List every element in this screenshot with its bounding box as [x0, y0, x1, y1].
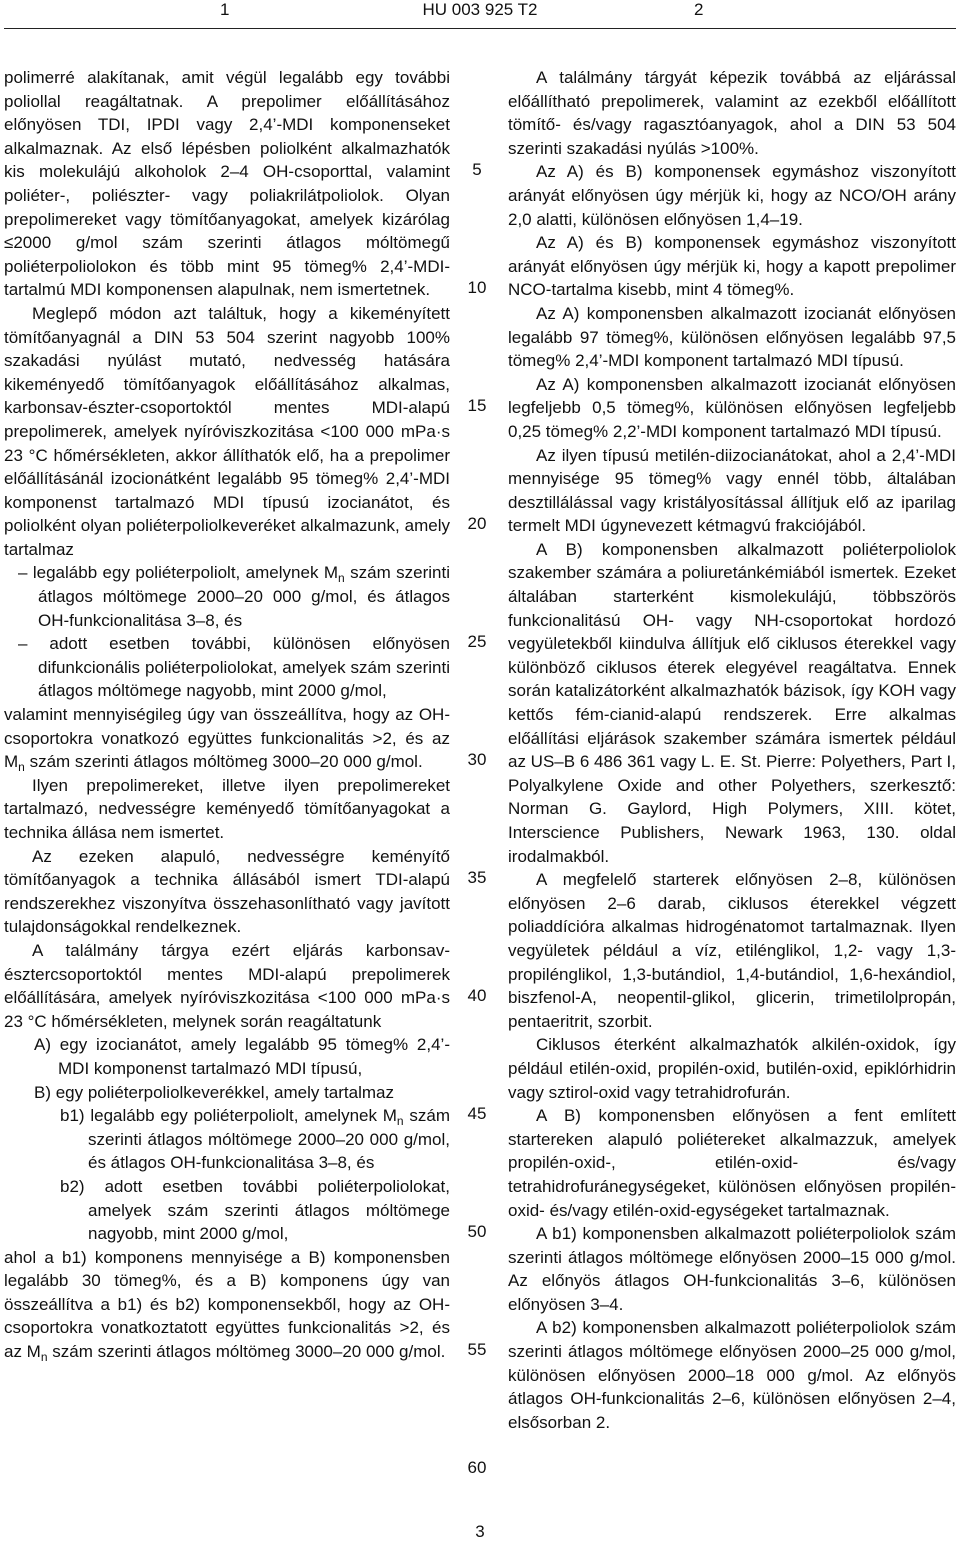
- line-number: 35: [467, 868, 487, 887]
- header-title: HU 003 925 T2: [422, 0, 538, 19]
- paragraph: Az A) komponensben alkalmazott izocianát előnyösen legfeljebb 0,5 tömeg%, különösen előnyösen legfeljebb 0,25 tömeg% 2,2’-MDI komponent tartalmazó MDI típusú.: [508, 374, 956, 441]
- paragraph: Az A) és B) komponensek egymáshoz viszonyított arányát előnyösen úgy mérjük ki, hogy az NCO/OH arány 2,0 alatti, különösen előnyösen 1,4–19.: [508, 162, 956, 229]
- paragraph: Az A) komponensben alkalmazott izocianát előnyösen legalább 97 tömeg%, különösen előnyösen legalább 97,5 tömeg% 2,4’-MDI komponent tartalmazó MDI típusú.: [508, 303, 956, 371]
- paragraph: Meglepő módon azt találtuk, hogy a kikeményített tömítőanyagnál a DIN 53 504 szerint nagyobb 100% szakadási nyúlást mutató, nedvesség hatására kikeményedő tömítőanyagok előállításához alkalmas, karbonsav-észter-csoportoktól mentes MDI-alapú prepolimerek, amelyek nyíróviszkozitása <100 000 mPa·s 23 °C hőmérsékleten, akkor állíthatók elő, ha a prepolimer előállításánál izocionátként legalább 95 tömeg% 2,4’-MDI komponenst tartalmazó MDI típusú izocianátot, és poliolként olyan poliéterpoliolkeveréket alkalmazunk, amely tartalmaz: [4, 303, 450, 559]
- paragraph: Ciklusos éterként alkalmazhatók alkilén-oxidok, így például etilén-oxid, propilén-oxid, butilén-oxid, epiklórhidrin vagy sztirol-oxid vagy tetrahidrofurán.: [508, 1035, 956, 1102]
- header-page-left: 1: [220, 0, 230, 19]
- line-number: 25: [467, 632, 487, 651]
- list-item: – adott esetben további, különösen előnyösen difunkcionális poliéterpoliolokat, amelyek szám szerinti átlagos móltömege nagyobb, mint 2000 g/mol,: [18, 634, 450, 701]
- list-item-text: szám szerinti átlagos móltömege 2000–20 000 g/mol, és átlagos OH-funkcionalitása 3–8, és: [88, 1106, 450, 1173]
- list-item-text: b1) legalább egy poliéterpoliolt, amelynek M: [60, 1106, 397, 1126]
- paragraph: A B) komponensben alkalmazott poliéterpoliolok szakember számára a poliuretánkémiából ismertek. Ezeket általában starterként kismolekulájú, többszörös funkcionalitású OH- vagy NH-csoportokat hordozó vegyületekből kiindulva állítjuk elő ciklusos éterekkel vagy különböző ciklusos éterek elegyével reagáltatva. Ennek során katalizátorként alkalmazhatók bázisok, így KOH vagy kettős fém-cianid-alapú rendszerek. Erre alkalmas előállítási eljárások szakember számára ismertek például az US–B 6 486 361 vagy L. E. St. Pierre: Polyethers, Part I, Polyalkylene Oxide and other Polyethers, szerkesztő: Norman G. Gaylord, High Polymers, XIII. kötet, Interscience Publishers, Newark 1963, 130. oldal irodalmakból.: [508, 539, 956, 866]
- paragraph: [4, 703, 450, 774]
- paragraph-text: valamint mennyiségileg úgy van összeállítva, hogy az OH-csoportokra vonatkozó együttes funkcionalitás >2, és az M: [4, 705, 450, 772]
- list-item: B) egy poliéterpoliolkeverékkel, amely tartalmaz: [34, 1082, 394, 1102]
- line-number: 50: [467, 1222, 487, 1241]
- paragraph: Az ezeken alapuló, nedvességre keményítő tömítőanyagok a technika állásából ismert TDI-alapú rendszerekhez viszonyítva összehasonlítható vagy javított tulajdonságokkal rendelkeznek.: [4, 846, 450, 937]
- right-column: [508, 66, 956, 1434]
- paragraph: [4, 1246, 450, 1364]
- subscript: n: [396, 1114, 404, 1129]
- list-item: [4, 1104, 450, 1175]
- paragraph: A b1) komponensben alkalmazott poliéterpoliolok szám szerinti átlagos móltömege előnyösen 2000–15 000 g/mol. Az előnyös átlagos OH-funkcionalitás 3–6, különösen előnyösen 3–4.: [508, 1224, 956, 1314]
- line-number: 55: [467, 1340, 487, 1359]
- page-number: 3: [475, 1522, 485, 1541]
- left-column: [4, 66, 450, 1364]
- subscript: n: [338, 571, 345, 586]
- list-item-text: – legalább egy poliéterpoliolt, amelynek M: [18, 563, 339, 583]
- paragraph: polimerré alakítanak, amit végül legalább egy további poliollal reagáltatnak. A prepolimer előállításához előnyösen TDI, IPDI vagy 2,4’-MDI komponenseket alkalmaznak. Az első lépésben poliolként alkalmazhatók kis molekulájú alkoholok 2–4 OH-csoporttal, valamint poliéter-, poliészter- vagy poliakrilátpoliolok. Olyan prepolimereket vagy tömítőanyagokat, amelyek kizárólag ≤2000 g/mol szám szerinti átlagos móltömegű poliéterpoliolokon és több mint 95 tömeg% 2,4’-MDI-tartalmú MDI komponensen alapulnak, nem ismertetnek.: [4, 68, 450, 300]
- list-item: [4, 561, 450, 632]
- paragraph: A megfelelő starterek előnyösen 2–8, különösen előnyösen 2–6 darab, ciklusos éterekkel végzett poliaddícióra alkalmas hidrogénatomot tartalmaznak. Ilyen vegyületek például a víz, etilénglikol, 1,2- vagy 1,3-propilénglikol, 1,3-butándiol, 1,4-butándiol, 1,6-hexándiol, biszfenol-A, neopentil-glikol, glicerin, trimetilolpropán, pentaeritrit, szorbit.: [508, 870, 956, 1031]
- paragraph: Az A) és B) komponensek egymáshoz viszonyított arányát előnyösen úgy mérjük ki, hogy a kapott prepolimer NCO-tartalma kisebb, mint 4 tömeg%.: [508, 233, 956, 300]
- paragraph-text: szám szerinti átlagos móltömeg 3000–20 000 g/mol.: [47, 1342, 446, 1362]
- paragraph: A B) komponensben előnyösen a fent említett startereken alapuló poliétereket alkalmazzuk, amelyek propilén-oxid-, etilén-oxid- és/vagy tetrahidrofuránegységeket, különösen előnyösen propilén-oxid- és/vagy etilén-oxid-egységeket tartalmaznak.: [508, 1106, 956, 1220]
- line-number: 40: [467, 986, 487, 1005]
- line-number: 5: [472, 160, 482, 179]
- line-number: 10: [467, 278, 487, 297]
- list-item: b2) adott esetben további poliéterpoliolokat, amelyek szám szerinti átlagos móltömege nagyobb, mint 2000 g/mol,: [60, 1176, 450, 1244]
- paragraph: A találmány tárgyát képezik továbbá az eljárással előállítható prepolimerek, valamint az ezekből előállított tömítő- és/vagy ragasztóanyagok, ahol a DIN 53 504 szerinti szakadási nyúlás >100%.: [508, 68, 956, 158]
- list-item-text: szám szerinti átlagos móltömege 2000–20 000 g/mol, és átlagos OH-funkcionalitása 3–8, és: [38, 563, 450, 630]
- subscript: n: [40, 1350, 48, 1365]
- line-number: 30: [467, 750, 487, 769]
- paragraph: Az ilyen típusú metilén-diizocianátokat, ahol a 2,4’-MDI mennyisége 95 tömeg% vagy ennél több, általában desztillálással vagy kristályosítással állítjuk elő az iparilag termelt MDI úgynevezett kétmagvú frakciójából.: [508, 445, 956, 536]
- paragraph-text: ahol a b1) komponens mennyisége a B) komponensben legalább 30 tömeg%, és a B) komponens úgy van összeállítva a b1) és b2) komponensekből, hogy az OH-csoportokra vonatkoztatott együttes funkcionalitás >2, és az M: [4, 1247, 450, 1362]
- list-item: A) egy izocianátot, amely legalább 95 tömeg% 2,4’-MDI komponenst tartalmazó MDI típusú,: [34, 1035, 450, 1078]
- header-rule: [4, 28, 956, 29]
- line-number: 15: [467, 396, 487, 415]
- line-number: 60: [467, 1458, 487, 1477]
- header-page-right: 2: [694, 0, 704, 19]
- subscript: n: [18, 760, 25, 775]
- line-number: 20: [467, 514, 487, 533]
- paragraph: A találmány tárgya ezért eljárás karbonsav-észtercsoportoktól mentes MDI-alapú prepolimerek előállítására, amelyek nyíróviszkozitása <100 000 mPa·s 23 °C hőmérsékleten, melynek során reagáltatunk: [4, 940, 450, 1031]
- line-number: 45: [467, 1104, 487, 1123]
- paragraph: Ilyen prepolimereket, illetve ilyen prepolimereket tartalmazó, nedvességre keményedő tömítőanyagokat a technika állása nem ismertet.: [4, 775, 450, 842]
- paragraph: A b2) komponensben alkalmazott poliéterpoliolok szám szerinti átlagos móltömege előnyösen 2000–25 000 g/mol, különösen előnyösen 2000–18 000 g/mol. Az előnyös átlagos OH-funkcionalitás 2–6, különösen előnyösen 2–4, elsősorban 2.: [508, 1318, 956, 1432]
- paragraph-text: szám szerinti átlagos móltömeg 3000–20 000 g/mol.: [24, 752, 423, 772]
